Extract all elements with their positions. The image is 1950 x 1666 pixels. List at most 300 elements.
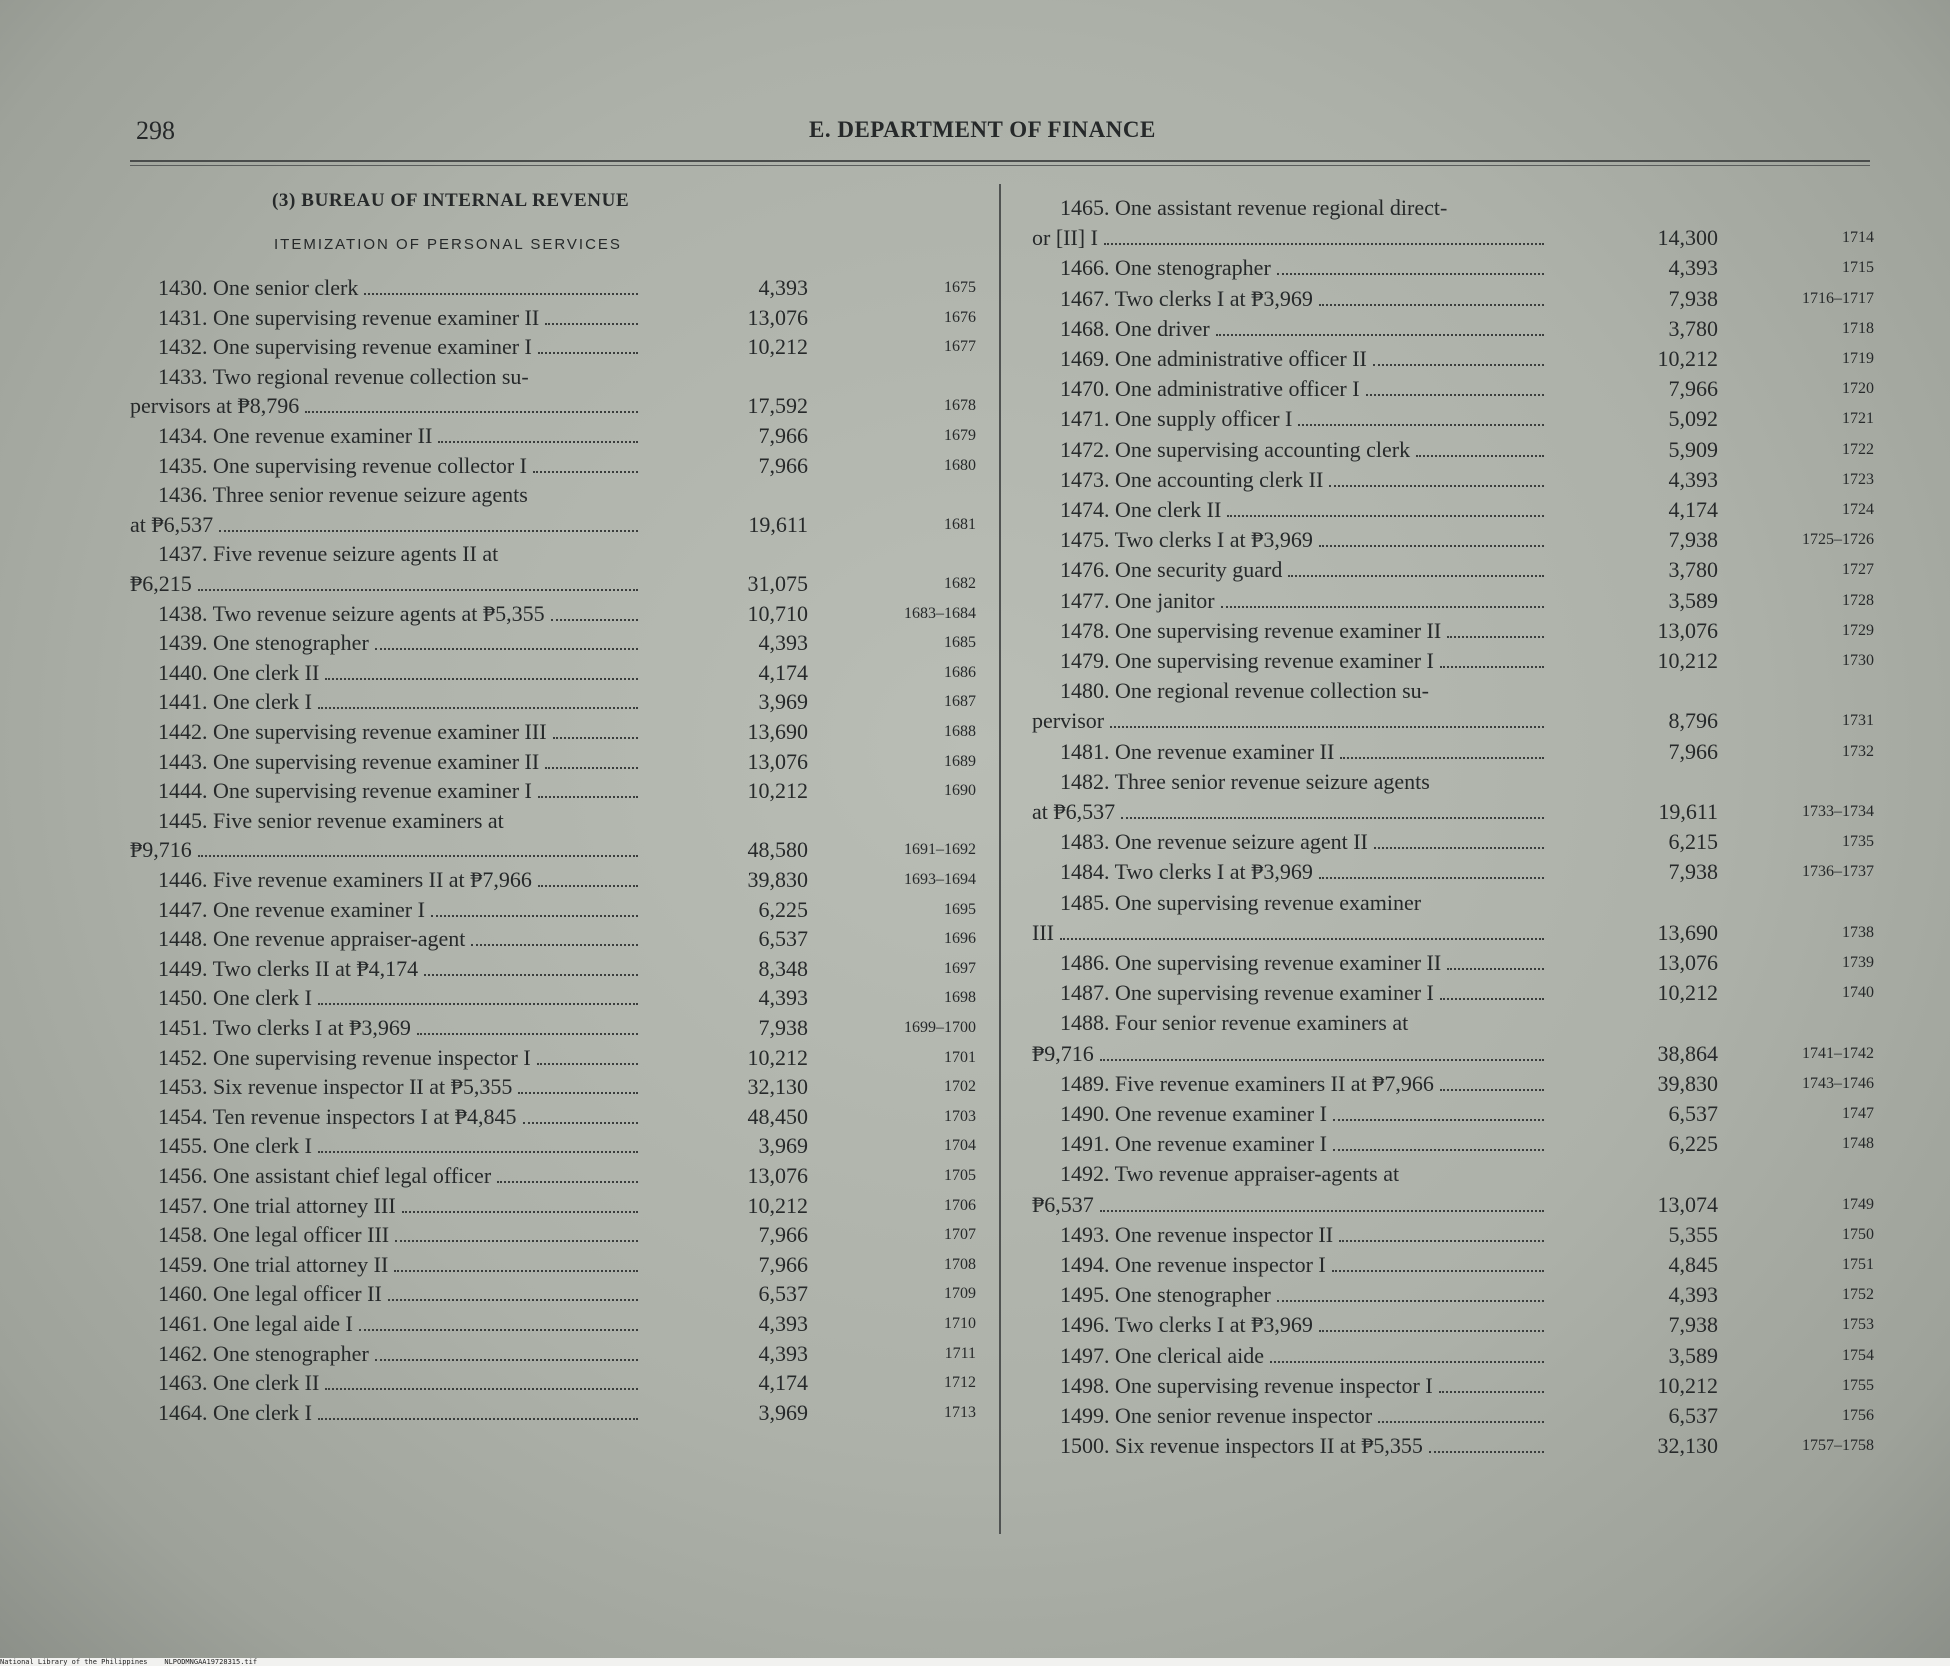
entry-line (130, 897, 976, 925)
entry-amount: 7,938 (758, 1015, 808, 1040)
entry-reference: 1747 (1842, 1105, 1874, 1122)
entry-line (1032, 890, 1874, 918)
entry-text: 1435. One supervising revenue collector I (158, 452, 527, 478)
entry-description (1032, 950, 1546, 978)
entry-reference: 1735 (1842, 833, 1874, 851)
entry-text: 1438. Two revenue seizure agents at ₱5,355 (158, 600, 545, 626)
entry-amount: 4,393 (758, 275, 808, 300)
entry-text: 1455. One clerk I (158, 1133, 312, 1159)
entry-amount: 4,393 (1668, 466, 1718, 492)
leader-dots (538, 885, 638, 887)
entry-description (1032, 286, 1546, 314)
entry-line (1032, 406, 1874, 434)
entry-text: 1462. One stenographer (158, 1340, 369, 1366)
entry-description (130, 719, 640, 747)
entry-amount: 4,393 (758, 630, 808, 656)
leader-dots (1332, 1270, 1544, 1272)
entry-line (1032, 376, 1874, 404)
leader-dots (1374, 847, 1544, 849)
entry-text: 1494. One revenue inspector I (1060, 1252, 1326, 1277)
entry-line (1032, 1343, 1874, 1371)
entry-text: 1464. One clerk I (158, 1399, 312, 1425)
entry-description (1032, 890, 1546, 918)
leader-dots (1060, 938, 1544, 940)
leader-dots (359, 1329, 638, 1331)
entry-description (1032, 1343, 1546, 1371)
entry-text: 1440. One clerk II (158, 659, 320, 685)
entry-reference: 1681 (944, 515, 976, 533)
entry-amount: 10,212 (747, 334, 808, 360)
entry-reference: 1713 (944, 1403, 976, 1421)
entry-amount: 13,076 (747, 1163, 808, 1188)
entry-text: pervisors at ₱8,796 (130, 393, 300, 419)
entry-line (1032, 1222, 1874, 1250)
entry-text: 1452. One supervising revenue inspector I (158, 1044, 531, 1070)
scan-footer: National Library of the Philippines NLPODMNGAA19728315.tif (0, 1658, 1950, 1666)
section-title: (3) BUREAU OF INTERNAL REVENUE (272, 190, 630, 211)
entry-line (130, 837, 976, 865)
entry-text: 1492. Two revenue appraiser-agents at (1060, 1161, 1400, 1187)
entry-text: 1442. One supervising revenue examiner III (158, 719, 547, 744)
leader-dots (537, 1063, 638, 1065)
entry-description (1032, 316, 1546, 344)
entry-text: 1498. One supervising revenue inspector I (1060, 1372, 1433, 1398)
entry-description (1032, 346, 1546, 374)
entry-amount: 7,966 (758, 1251, 808, 1277)
leader-dots (198, 855, 638, 857)
entry-amount: 38,864 (1657, 1040, 1718, 1066)
entry-amount: 6,537 (1668, 1101, 1718, 1126)
entry-text: 1467. Two clerks I at ₱3,969 (1060, 285, 1313, 311)
entry-reference: 1733–1734 (1802, 803, 1874, 820)
entry-description (130, 1222, 640, 1250)
entry-amount: 7,966 (1668, 376, 1718, 402)
entry-line (1032, 225, 1874, 253)
entry-text: 1465. One assistant revenue regional direct- (1060, 195, 1448, 220)
entry-text: 1477. One janitor (1060, 587, 1215, 613)
entry-amount: 10,212 (747, 778, 808, 804)
entry-description (130, 1015, 640, 1043)
entry-text: 1474. One clerk II (1060, 497, 1222, 522)
leader-dots (553, 737, 638, 739)
entry-amount: 6,537 (758, 1281, 808, 1307)
entry-reference: 1688 (944, 723, 976, 740)
entry-text: 1490. One revenue examiner I (1060, 1101, 1327, 1126)
entry-reference: 1687 (944, 693, 976, 711)
entry-text: 1447. One revenue examiner I (158, 896, 425, 922)
entry-amount: 7,966 (758, 1222, 808, 1248)
entry-amount: 4,393 (1668, 1282, 1718, 1308)
entry-amount: 7,966 (758, 452, 808, 478)
entry-amount: 4,393 (758, 985, 808, 1011)
entry-description (130, 985, 640, 1013)
entry-description (130, 1341, 640, 1369)
leader-dots (1100, 1059, 1544, 1061)
leader-dots (318, 1151, 638, 1153)
leader-dots (1333, 1149, 1544, 1151)
entry-line (130, 1252, 976, 1280)
entry-reference: 1724 (1842, 501, 1874, 518)
entry-description (130, 1311, 640, 1339)
entry-text: 1460. One legal officer II (158, 1281, 382, 1307)
leader-dots (394, 1270, 638, 1272)
entry-amount: 48,450 (747, 1103, 808, 1129)
entry-reference: 1709 (944, 1285, 976, 1303)
entry-text: 1473. One accounting clerk II (1060, 466, 1324, 492)
entry-description (1032, 708, 1546, 736)
entry-description (1032, 769, 1546, 797)
entry-amount: 4,845 (1668, 1252, 1718, 1277)
entry-amount: 13,074 (1657, 1191, 1718, 1217)
entry-line (1032, 1010, 1874, 1038)
entry-reference: 1731 (1842, 712, 1874, 730)
entry-description (1032, 739, 1546, 767)
header-rule (130, 160, 1870, 162)
entry-reference: 1718 (1842, 319, 1874, 337)
entry-amount: 5,355 (1668, 1221, 1718, 1247)
entry-text: 1472. One supervising accounting clerk (1060, 436, 1411, 462)
entry-amount: 31,075 (747, 571, 808, 596)
entry-amount: 39,830 (747, 867, 808, 892)
entry-line (130, 660, 976, 688)
section-subtitle: ITEMIZATION OF PERSONAL SERVICES (274, 236, 622, 253)
entry-text: 1476. One security guard (1060, 557, 1283, 583)
entry-reference: 1699–1700 (904, 1019, 976, 1036)
leader-dots (1319, 545, 1544, 547)
entry-description (1032, 648, 1546, 676)
entry-text: 1457. One trial attorney III (158, 1192, 396, 1218)
entry-line (1032, 1403, 1874, 1431)
entry-amount: 17,592 (747, 393, 808, 419)
entry-reference: 1685 (944, 634, 976, 652)
entry-amount: 10,212 (747, 1192, 808, 1218)
entry-text: 1486. One supervising revenue examiner II (1060, 950, 1442, 975)
entry-description (1032, 1433, 1546, 1461)
entry-reference: 1679 (944, 427, 976, 444)
entry-description (130, 334, 640, 362)
entry-amount: 6,537 (758, 926, 808, 952)
entry-description (1032, 1131, 1546, 1159)
entry-description (1032, 588, 1546, 616)
leader-dots (545, 323, 638, 325)
leader-dots (1378, 1421, 1544, 1423)
entry-reference: 1698 (944, 989, 976, 1007)
entry-description (130, 571, 640, 599)
entry-line (130, 453, 976, 481)
entry-line (130, 689, 976, 717)
entry-reference: 1730 (1842, 652, 1874, 669)
entry-amount: 48,580 (747, 837, 808, 863)
entry-description (1032, 467, 1546, 495)
entry-reference: 1743–1746 (1802, 1074, 1874, 1092)
leader-dots (417, 1033, 638, 1035)
entry-line (1032, 648, 1874, 676)
entry-text: ₱9,716 (130, 837, 192, 863)
entry-line (1032, 980, 1874, 1008)
entry-description (1032, 1222, 1546, 1250)
entry-amount: 6,215 (1668, 829, 1718, 855)
entry-description (130, 689, 640, 717)
entry-reference: 1680 (944, 456, 976, 474)
entry-line (130, 601, 976, 629)
entry-description (130, 364, 640, 392)
leader-dots (318, 1418, 638, 1420)
entry-reference: 1751 (1842, 1256, 1874, 1273)
entry-description (130, 453, 640, 481)
entry-text: 1500. Six revenue inspectors II at ₱5,355 (1060, 1433, 1423, 1459)
entry-line (130, 867, 976, 895)
leader-dots (1366, 394, 1544, 396)
entry-reference: 1677 (944, 338, 976, 356)
entry-text: 1499. One senior revenue inspector (1060, 1403, 1373, 1428)
entry-description (130, 601, 640, 629)
entry-description (1032, 618, 1546, 646)
entry-reference: 1689 (944, 752, 976, 770)
entry-description (1032, 497, 1546, 525)
entry-line (1032, 618, 1874, 646)
entry-line (130, 926, 976, 954)
entry-text: 1471. One supply officer I (1060, 406, 1293, 432)
entry-reference: 1678 (944, 397, 976, 415)
entry-description (130, 837, 640, 865)
entry-description (1032, 1312, 1546, 1340)
entry-description (1032, 980, 1546, 1008)
leader-dots (318, 1003, 638, 1005)
entry-description (1032, 1403, 1546, 1431)
entry-description (130, 1281, 640, 1309)
entry-amount: 4,393 (758, 1340, 808, 1366)
entry-amount: 32,130 (1657, 1433, 1718, 1459)
leader-dots (1270, 1361, 1544, 1363)
entry-amount: 3,969 (758, 1133, 808, 1159)
leader-dots (325, 678, 638, 680)
entry-line (1032, 678, 1874, 706)
entry-text: ₱6,215 (130, 571, 192, 596)
entry-text: 1458. One legal officer III (158, 1222, 390, 1248)
entry-reference: 1710 (944, 1315, 976, 1332)
entry-reference: 1706 (944, 1196, 976, 1214)
entry-reference: 1691–1692 (904, 841, 976, 859)
entry-description (1032, 1041, 1546, 1069)
leader-dots (375, 648, 638, 650)
entry-text: 1459. One trial attorney II (158, 1251, 389, 1277)
entry-description (130, 1193, 640, 1221)
entry-description (130, 630, 640, 658)
entry-amount: 7,966 (1668, 738, 1718, 764)
entry-description (130, 808, 640, 836)
entry-line (130, 956, 976, 984)
leader-dots (1439, 1391, 1544, 1393)
entry-line (130, 1281, 976, 1309)
entry-amount: 3,589 (1668, 1342, 1718, 1368)
entry-reference: 1683–1684 (904, 604, 976, 622)
entry-line (130, 1311, 976, 1339)
entry-description (130, 1133, 640, 1161)
entry-line (1032, 527, 1874, 555)
entry-text: 1449. Two clerks II at ₱4,174 (158, 955, 419, 981)
leader-dots (388, 1299, 638, 1301)
entry-reference: 1697 (944, 959, 976, 977)
entry-line (130, 1074, 976, 1102)
entry-line (130, 808, 976, 836)
entry-line (1032, 467, 1874, 495)
entry-description (130, 1400, 640, 1428)
entry-description (1032, 195, 1546, 223)
entry-amount: 7,938 (1668, 527, 1718, 553)
entry-description (130, 778, 640, 806)
entry-text: 1437. Five revenue seizure agents II at (158, 541, 499, 567)
entry-text: 1444. One supervising revenue examiner I (158, 778, 532, 804)
entry-amount: 10,212 (1657, 648, 1718, 673)
entry-description (130, 956, 640, 984)
leader-dots (471, 944, 638, 946)
leader-dots (1288, 575, 1544, 577)
entry-line (130, 1163, 976, 1191)
entry-line (1032, 286, 1874, 314)
leader-dots (1440, 666, 1544, 668)
entry-text: 1445. Five senior revenue examiners at (158, 807, 504, 833)
entry-text: 1430. One senior clerk (158, 275, 359, 300)
entry-reference: 1682 (944, 575, 976, 592)
entry-line (130, 1222, 976, 1250)
leader-dots (523, 1122, 638, 1124)
entry-text: 1493. One revenue inspector II (1060, 1221, 1334, 1247)
entry-amount: 4,174 (758, 1370, 808, 1396)
entry-description (130, 1104, 640, 1132)
entry-text: 1470. One administrative officer I (1060, 376, 1360, 402)
leader-dots (538, 352, 638, 354)
entry-text: 1463. One clerk II (158, 1370, 320, 1396)
entry-description (1032, 1252, 1546, 1280)
entry-description (130, 867, 640, 895)
entry-text: ₱9,716 (1032, 1040, 1094, 1066)
leader-dots (1319, 304, 1544, 306)
entry-amount: 6,225 (758, 896, 808, 922)
entry-text: 1488. Four senior revenue examiners at (1060, 1010, 1409, 1036)
entry-reference: 1701 (944, 1048, 976, 1066)
entry-amount: 7,966 (758, 423, 808, 448)
column-divider (999, 184, 1001, 1534)
entry-amount: 4,393 (758, 1311, 808, 1336)
leader-dots (1333, 1119, 1544, 1121)
entry-amount: 13,076 (747, 748, 808, 774)
entry-reference: 1716–1717 (1802, 289, 1874, 307)
entry-line (130, 1045, 976, 1073)
entry-text: 1461. One legal aide I (158, 1311, 353, 1336)
entry-amount: 7,938 (1668, 859, 1718, 885)
entry-description (1032, 225, 1546, 253)
entry-text: 1489. Five revenue examiners II at ₱7,966 (1060, 1070, 1434, 1096)
entry-amount: 32,130 (747, 1074, 808, 1100)
entry-line (130, 305, 976, 333)
leader-dots (1339, 1240, 1544, 1242)
entry-description (1032, 1010, 1546, 1038)
entry-amount: 6,225 (1668, 1131, 1718, 1157)
entry-reference: 1756 (1842, 1407, 1874, 1424)
entry-reference: 1704 (944, 1137, 976, 1155)
entry-description (130, 305, 640, 333)
entry-line (1032, 195, 1874, 223)
entry-text: 1454. Ten revenue inspectors I at ₱4,845 (158, 1103, 517, 1129)
entry-line (130, 1015, 976, 1043)
entry-line (1032, 1041, 1874, 1069)
entry-description (1032, 437, 1546, 465)
leader-dots (1329, 485, 1544, 487)
entry-line (130, 630, 976, 658)
entry-amount: 4,174 (1668, 497, 1718, 522)
entry-line (130, 393, 976, 421)
leader-dots (551, 619, 638, 621)
entry-text: 1495. One stenographer (1060, 1282, 1271, 1308)
leader-dots (438, 441, 638, 443)
entry-text: 1475. Two clerks I at ₱3,969 (1060, 527, 1313, 553)
entry-amount: 3,589 (1668, 587, 1718, 613)
leader-dots (1440, 1089, 1544, 1091)
entry-text: 1480. One regional revenue collection su- (1060, 678, 1429, 704)
entry-reference: 1755 (1842, 1376, 1874, 1394)
entry-amount: 10,212 (747, 1044, 808, 1070)
entry-text: 1450. One clerk I (158, 985, 312, 1011)
entry-line (1032, 859, 1874, 887)
entry-line (1032, 829, 1874, 857)
entry-description (1032, 1071, 1546, 1099)
entry-description (1032, 1373, 1546, 1401)
entry-reference: 1749 (1842, 1195, 1874, 1213)
entry-line (1032, 588, 1874, 616)
entry-line (1032, 1101, 1874, 1129)
entry-reference: 1738 (1842, 923, 1874, 941)
entry-text: 1487. One supervising revenue examiner I (1060, 980, 1434, 1006)
leader-dots (1298, 424, 1544, 426)
entry-reference: 1729 (1842, 621, 1874, 639)
entry-text: 1491. One revenue examiner I (1060, 1131, 1327, 1157)
entry-line (1032, 557, 1874, 585)
entry-line (130, 1104, 976, 1132)
entry-description (1032, 255, 1546, 283)
entry-description (1032, 920, 1546, 948)
entry-amount: 13,076 (1657, 617, 1718, 643)
entry-reference: 1693–1694 (904, 871, 976, 888)
entry-amount: 39,830 (1657, 1070, 1718, 1096)
entry-reference: 1675 (944, 279, 976, 296)
entry-line (1032, 1161, 1874, 1189)
entry-text: 1496. Two clerks I at ₱3,969 (1060, 1312, 1313, 1338)
entry-line (130, 423, 976, 451)
entry-amount: 5,092 (1668, 406, 1718, 432)
entry-description (1032, 376, 1546, 404)
leader-dots (1447, 968, 1544, 970)
entry-line (1032, 708, 1874, 736)
entry-amount: 3,780 (1668, 557, 1718, 583)
entry-reference: 1715 (1842, 259, 1874, 277)
entry-reference: 1722 (1842, 440, 1874, 458)
entry-reference: 1719 (1842, 350, 1874, 367)
entry-line (130, 719, 976, 747)
entry-description (1032, 799, 1546, 827)
entry-reference: 1727 (1842, 561, 1874, 579)
entry-reference: 1702 (944, 1078, 976, 1096)
entry-line (1032, 255, 1874, 283)
entry-text: 1497. One clerical aide (1060, 1342, 1265, 1368)
page-number: 298 (136, 116, 175, 145)
entry-amount: 3,780 (1668, 315, 1718, 341)
entry-text: 1439. One stenographer (158, 630, 369, 656)
leader-dots (1110, 726, 1544, 728)
entry-description (130, 482, 640, 510)
entry-text: 1479. One supervising revenue examiner I (1060, 648, 1434, 673)
leader-dots (1447, 636, 1544, 638)
entry-amount: 13,690 (747, 719, 808, 744)
